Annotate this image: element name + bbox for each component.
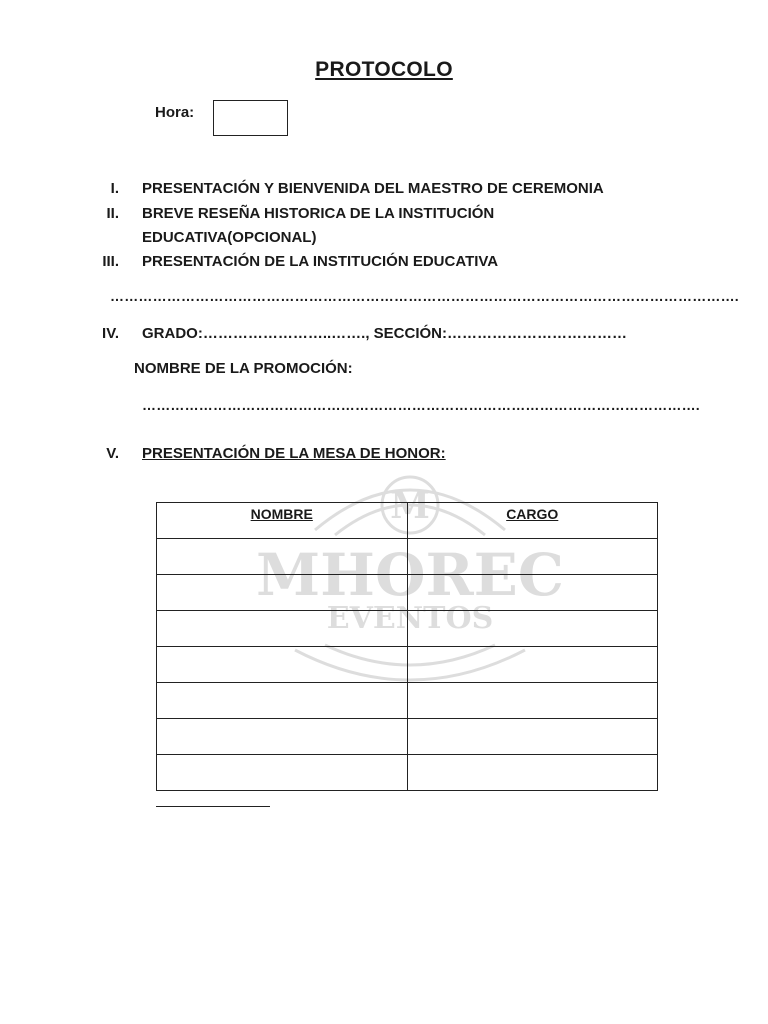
mesa-honor-heading: PRESENTACIÓN DE LA MESA DE HONOR:: [142, 445, 446, 462]
item-number: II.: [106, 205, 119, 222]
cargo-cell[interactable]: [407, 575, 658, 611]
table-row: [157, 539, 658, 575]
column-header-cargo: CARGO: [407, 503, 658, 539]
dotted-line: …………………………………………………………………………………………………………………….: [110, 288, 739, 304]
hora-box[interactable]: [213, 100, 288, 136]
nombre-cell[interactable]: [157, 539, 408, 575]
cargo-cell[interactable]: [407, 539, 658, 575]
cargo-cell[interactable]: [407, 719, 658, 755]
table-row: [157, 647, 658, 683]
item-number: V.: [106, 445, 119, 462]
hora-label: Hora:: [155, 104, 195, 121]
item-text-continued: EDUCATIVA(OPCIONAL): [142, 229, 317, 246]
item-number: I.: [110, 180, 119, 197]
watermark-sub: EVENTOS: [326, 601, 494, 636]
promocion-label: NOMBRE DE LA PROMOCIÓN:: [134, 360, 353, 377]
table-row: [157, 575, 658, 611]
table-row: [157, 683, 658, 719]
item-text: BREVE RESEÑA HISTORICA DE LA INSTITUCIÓN: [142, 205, 495, 222]
footnote-separator: [156, 806, 270, 807]
column-header-nombre: NOMBRE: [157, 503, 408, 539]
mesa-honor-table: [156, 502, 658, 791]
item-text: PRESENTACIÓN DE LA INSTITUCIÓN EDUCATIVA: [142, 253, 499, 270]
dotted-line: ……………………………………………………………………………………………………….: [142, 397, 700, 413]
nombre-cell[interactable]: [157, 611, 408, 647]
nombre-cell[interactable]: [157, 719, 408, 755]
table-row: [157, 755, 658, 791]
watermark-monogram: M: [390, 485, 430, 527]
cargo-cell[interactable]: [407, 683, 658, 719]
document-title: PROTOCOLO: [315, 58, 453, 81]
item-text: PRESENTACIÓN Y BIENVENIDA DEL MAESTRO DE CEREMONIA: [142, 180, 604, 197]
item-number: IV.: [102, 325, 119, 342]
grado-seccion-line: GRADO:……………………..……., SECCIÓN:………………………………: [142, 325, 628, 342]
nombre-cell[interactable]: [157, 755, 408, 791]
watermark-brand: MHOREC: [255, 541, 565, 609]
item-number: III.: [102, 253, 119, 270]
nombre-cell[interactable]: [157, 683, 408, 719]
nombre-cell[interactable]: [157, 575, 408, 611]
table-row: [157, 611, 658, 647]
table-row: [157, 719, 658, 755]
cargo-cell[interactable]: [407, 755, 658, 791]
cargo-cell[interactable]: [407, 611, 658, 647]
cargo-cell[interactable]: [407, 647, 658, 683]
nombre-cell[interactable]: [157, 647, 408, 683]
